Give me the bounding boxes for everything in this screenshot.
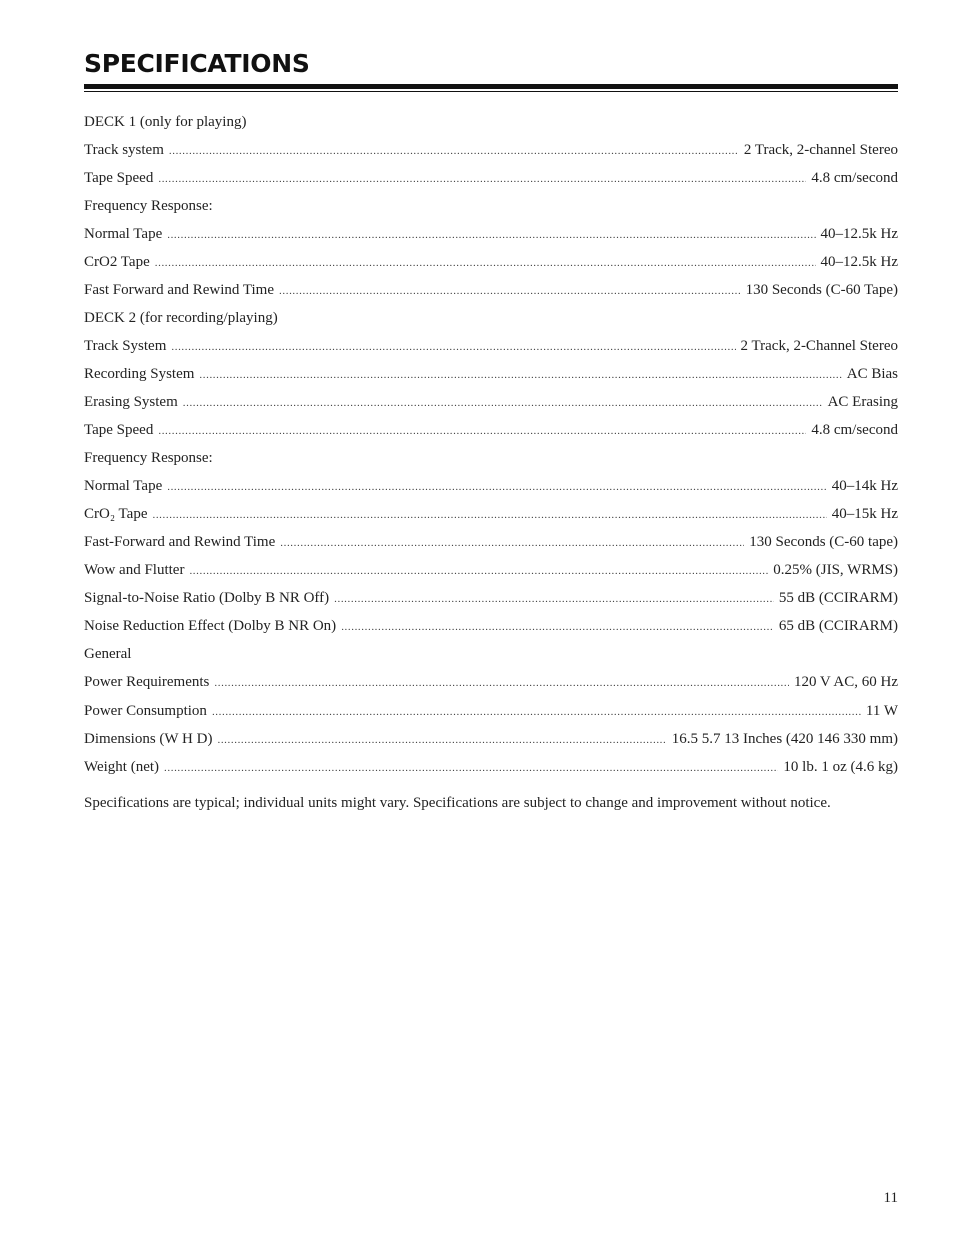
dot-leader [167, 230, 815, 241]
spec-value: 0.25% (JIS, WRMS) [773, 562, 898, 579]
spec-label: Frequency Response: [84, 450, 213, 467]
spec-label: Erasing System [84, 393, 178, 410]
page-title: SPECIFICATIONS [84, 49, 310, 78]
spec-label: Signal-to-Noise Ratio (Dolby B NR Off) [84, 590, 330, 607]
spec-value: 4.8 cm/second [811, 169, 898, 186]
spec-section-heading [84, 192, 898, 220]
dot-leader [212, 707, 861, 718]
spec-label: CrO2 Tape [84, 253, 150, 270]
spec-row [84, 164, 898, 192]
dot-leader [167, 482, 827, 493]
spec-label: Noise Reduction Effect (Dolby B NR On) [84, 618, 337, 635]
spec-row [84, 473, 898, 501]
spec-value: 2 Track, 2-channel Stereo [743, 141, 898, 158]
spec-label: Fast Forward and Rewind Time [84, 281, 275, 298]
spec-value: 130 Seconds (C-60 tape) [749, 534, 898, 551]
spec-value: 40–15k Hz [831, 506, 898, 523]
title-rule-thick [84, 84, 898, 89]
dot-leader [199, 370, 841, 381]
spec-row [84, 136, 898, 164]
spec-value: AC Erasing [827, 393, 898, 410]
spec-value: 2 Track, 2-Channel Stereo [740, 337, 898, 354]
spec-row [84, 248, 898, 276]
dot-leader [183, 398, 823, 409]
dot-leader [171, 342, 735, 353]
spec-value: 11 W [865, 702, 898, 719]
spec-row [84, 613, 898, 641]
dot-leader [158, 426, 806, 437]
disclaimer-note: Specifications are typical; individual units might vary. Specifications are subject to change and improvement without notice. [84, 795, 831, 811]
spec-row [84, 557, 898, 585]
dot-leader [341, 622, 774, 633]
dot-leader [164, 763, 778, 774]
spec-value: 130 Seconds (C-60 Tape) [745, 281, 898, 298]
title-rule-thin [84, 91, 898, 92]
spec-row [84, 585, 898, 613]
spec-row [84, 669, 898, 697]
dot-leader [334, 594, 774, 605]
spec-section-heading [84, 304, 898, 332]
spec-label: CrO₂ Tape [84, 506, 148, 523]
spec-label: DECK 1 (only for playing) [84, 113, 247, 130]
spec-label: Dimensions (W H D) [84, 730, 213, 747]
spec-row [84, 388, 898, 416]
spec-row [84, 276, 898, 304]
dot-leader [169, 146, 739, 157]
spec-label: Recording System [84, 365, 195, 382]
spec-label: Frequency Response: [84, 197, 213, 214]
spec-row [84, 725, 898, 753]
spec-label: General [84, 646, 132, 663]
dot-leader [214, 678, 789, 689]
spec-label: Track System [84, 337, 167, 354]
spec-value: 40–12.5k Hz [820, 253, 898, 270]
dot-leader [279, 286, 741, 297]
spec-value: 120 V AC, 60 Hz [793, 674, 898, 691]
spec-label: Normal Tape [84, 478, 163, 495]
spec-label: Normal Tape [84, 225, 163, 242]
spec-row [84, 332, 898, 360]
spec-row [84, 360, 898, 388]
spec-label: Tape Speed [84, 422, 154, 439]
dot-leader [189, 566, 768, 577]
dot-leader [155, 258, 816, 269]
page-number: 11 [883, 1190, 898, 1206]
dot-leader [217, 735, 666, 746]
spec-section-heading [84, 445, 898, 473]
spec-section-heading [84, 641, 898, 669]
spec-value: 65 dB (CCIRARM) [778, 618, 898, 635]
spec-label: Power Consumption [84, 702, 207, 719]
spec-row [84, 220, 898, 248]
dot-leader [152, 510, 826, 521]
spec-row [84, 529, 898, 557]
spec-section-heading [84, 108, 898, 136]
dot-leader [158, 174, 806, 185]
spec-value: 40–12.5k Hz [820, 225, 898, 242]
spec-value: 40–14k Hz [831, 478, 898, 495]
spec-value: 4.8 cm/second [811, 422, 898, 439]
spec-label: Fast-Forward and Rewind Time [84, 534, 276, 551]
spec-value: 16.5 5.7 13 Inches (420 146 330 mm) [671, 730, 898, 747]
spec-value: 55 dB (CCIRARM) [778, 590, 898, 607]
spec-label: Power Requirements [84, 674, 210, 691]
spec-list [84, 108, 898, 781]
spec-value: 10 lb. 1 oz (4.6 kg) [783, 758, 898, 775]
spec-value: AC Bias [846, 365, 898, 382]
spec-row [84, 417, 898, 445]
spec-label: Track system [84, 141, 164, 158]
spec-label: DECK 2 (for recording/playing) [84, 309, 278, 326]
spec-label: Weight (net) [84, 758, 160, 775]
dot-leader [280, 538, 744, 549]
spec-row [84, 501, 898, 529]
spec-row [84, 753, 898, 781]
spec-label: Wow and Flutter [84, 562, 185, 579]
spec-label: Tape Speed [84, 169, 154, 186]
spec-row [84, 697, 898, 725]
